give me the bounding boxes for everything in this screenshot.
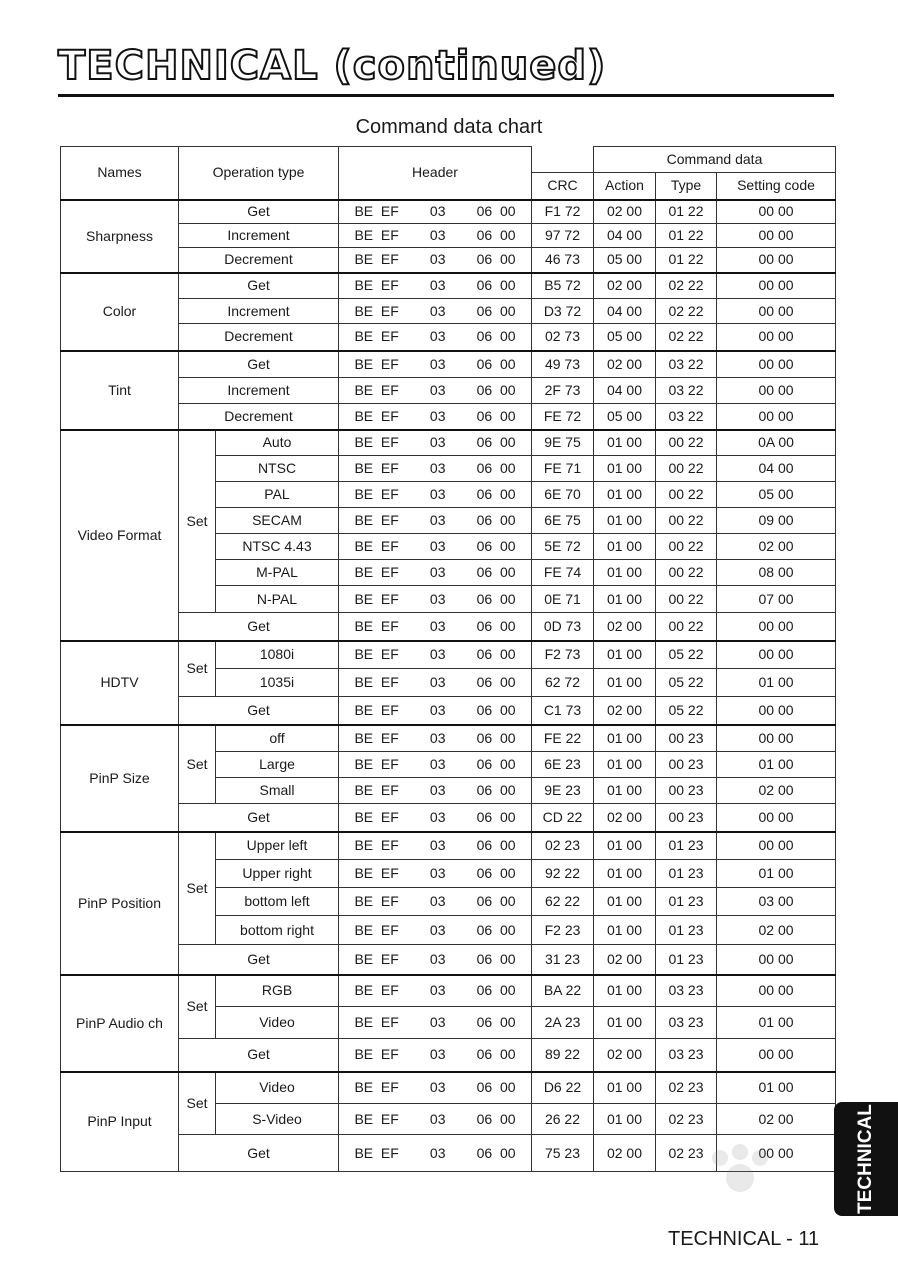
action-value: 05 00 [594,248,656,273]
action-value: 05 00 [594,404,656,430]
type-value: 00 23 [656,725,717,752]
table-row [61,1072,836,1104]
action-value: 02 00 [594,697,656,725]
crc-value: 9E 75 [532,430,594,456]
setting-code-value: 02 00 [717,916,836,945]
setting-code-value: 00 00 [717,273,836,299]
crc-value: F2 73 [532,641,594,669]
type-value: 00 22 [656,430,717,456]
setting-code-value: 00 00 [717,613,836,641]
crc-value: 6E 23 [532,752,594,778]
header-bytes: BE EF 03 06 00 [339,351,532,378]
table-row [61,832,836,860]
header-bytes: BE EF 03 06 00 [339,534,532,560]
operation-type: Video [216,1072,339,1104]
operation-type: Decrement [179,324,339,351]
operation-type: Get [179,697,339,725]
crc-value: 31 23 [532,945,594,975]
operation-type: Get [179,200,339,224]
setting-code-value: 00 00 [717,351,836,378]
action-value: 02 00 [594,1039,656,1072]
type-value: 03 22 [656,351,717,378]
type-value: 02 22 [656,324,717,351]
setting-code-value: 09 00 [717,508,836,534]
action-value: 01 00 [594,832,656,860]
type-value: 00 23 [656,804,717,832]
type-value: 00 22 [656,534,717,560]
header-bytes: BE EF 03 06 00 [339,1104,532,1135]
command-group [61,430,836,641]
operation-type: Increment [179,224,339,248]
setting-code-value: 01 00 [717,860,836,888]
type-value: 02 22 [656,299,717,324]
operation-type: Get [179,613,339,641]
type-value: 00 23 [656,752,717,778]
header-bytes: BE EF 03 06 00 [339,669,532,697]
operation-set-label: Set [179,832,216,945]
header-bytes: BE EF 03 06 00 [339,273,532,299]
action-value: 01 00 [594,1072,656,1104]
action-value: 01 00 [594,641,656,669]
action-value: 01 00 [594,534,656,560]
action-value: 04 00 [594,299,656,324]
action-value: 01 00 [594,586,656,613]
table-row [61,200,836,224]
action-value: 01 00 [594,916,656,945]
operation-type: Decrement [179,404,339,430]
type-value: 03 22 [656,404,717,430]
crc-value: F1 72 [532,200,594,224]
type-value: 00 22 [656,456,717,482]
operation-type: Auto [216,430,339,456]
crc-value: 26 22 [532,1104,594,1135]
setting-code-value: 00 00 [717,248,836,273]
header-bytes: BE EF 03 06 00 [339,1072,532,1104]
table-row [61,641,836,669]
type-value: 03 23 [656,1007,717,1039]
setting-code-value: 00 00 [717,1135,836,1172]
col-header-blank [532,147,594,173]
col-header-crc: CRC [532,173,594,200]
header-bytes: BE EF 03 06 00 [339,586,532,613]
setting-code-value: 00 00 [717,975,836,1007]
action-value: 01 00 [594,1104,656,1135]
operation-type: N-PAL [216,586,339,613]
header-bytes: BE EF 03 06 00 [339,404,532,430]
command-group [61,641,836,725]
action-value: 01 00 [594,456,656,482]
crc-value: F2 23 [532,916,594,945]
command-name: Tint [61,351,179,430]
operation-type: 1080i [216,641,339,669]
operation-type: Get [179,945,339,975]
header-bytes: BE EF 03 06 00 [339,804,532,832]
setting-code-value: 00 00 [717,1039,836,1072]
operation-type: SECAM [216,508,339,534]
header-bytes: BE EF 03 06 00 [339,975,532,1007]
action-value: 01 00 [594,752,656,778]
operation-type: Decrement [179,248,339,273]
crc-value: 49 73 [532,351,594,378]
operation-type: Large [216,752,339,778]
chart-title: Command data chart [355,116,543,138]
type-value: 01 23 [656,832,717,860]
table-row [61,273,836,299]
crc-value: B5 72 [532,273,594,299]
command-name: Video Format [61,430,179,641]
crc-value: FE 74 [532,560,594,586]
crc-value: FE 71 [532,456,594,482]
crc-value: FE 22 [532,725,594,752]
header-bytes: BE EF 03 06 00 [339,1135,532,1172]
operation-type: PAL [216,482,339,508]
operation-type: Upper left [216,832,339,860]
header-bytes: BE EF 03 06 00 [339,430,532,456]
action-value: 04 00 [594,224,656,248]
page-title: TECHNICAL (continued) [58,43,607,89]
crc-value: CD 22 [532,804,594,832]
type-value: 02 23 [656,1072,717,1104]
operation-type: bottom left [216,888,339,916]
operation-type: Get [179,273,339,299]
header-bytes: BE EF 03 06 00 [339,1007,532,1039]
operation-type: Small [216,778,339,804]
setting-code-value: 01 00 [717,1072,836,1104]
crc-value: D3 72 [532,299,594,324]
operation-type: 1035i [216,669,339,697]
header-bytes: BE EF 03 06 00 [339,641,532,669]
crc-value: 62 72 [532,669,594,697]
setting-code-value: 00 00 [717,945,836,975]
table-header [61,147,836,200]
operation-type: Get [179,1135,339,1172]
action-value: 02 00 [594,200,656,224]
header-bytes: BE EF 03 06 00 [339,299,532,324]
setting-code-value: 04 00 [717,456,836,482]
action-value: 01 00 [594,508,656,534]
header-bytes: BE EF 03 06 00 [339,482,532,508]
type-value: 01 23 [656,888,717,916]
action-value: 01 00 [594,975,656,1007]
command-name: PinP Audio ch [61,975,179,1072]
page-footer: TECHNICAL - 11 [668,1228,820,1250]
crc-value: C1 73 [532,697,594,725]
type-value: 02 23 [656,1104,717,1135]
header-bytes: BE EF 03 06 00 [339,324,532,351]
command-name: PinP Input [61,1072,179,1172]
command-group [61,832,836,975]
header-bytes: BE EF 03 06 00 [339,778,532,804]
crc-value: 92 22 [532,860,594,888]
type-value: 01 22 [656,248,717,273]
header-bytes: BE EF 03 06 00 [339,224,532,248]
action-value: 05 00 [594,324,656,351]
action-value: 02 00 [594,613,656,641]
action-value: 01 00 [594,1007,656,1039]
crc-value: 02 23 [532,832,594,860]
command-group [61,975,836,1072]
setting-code-value: 00 00 [717,200,836,224]
type-value: 03 23 [656,1039,717,1072]
setting-code-value: 00 00 [717,404,836,430]
setting-code-value: 00 00 [717,324,836,351]
operation-type: Increment [179,378,339,404]
header-bytes: BE EF 03 06 00 [339,752,532,778]
setting-code-value: 05 00 [717,482,836,508]
crc-value: 0E 71 [532,586,594,613]
table-row [61,430,836,456]
operation-type: M-PAL [216,560,339,586]
type-value: 00 23 [656,778,717,804]
operation-type: Increment [179,299,339,324]
setting-code-value: 02 00 [717,534,836,560]
crc-value: 97 72 [532,224,594,248]
action-value: 02 00 [594,273,656,299]
setting-code-value: 00 00 [717,641,836,669]
command-data-table [60,146,836,1172]
setting-code-value: 0A 00 [717,430,836,456]
crc-value: 02 73 [532,324,594,351]
header-bytes: BE EF 03 06 00 [339,697,532,725]
action-value: 01 00 [594,560,656,586]
crc-value: 89 22 [532,1039,594,1072]
col-header-type: Type [656,173,717,200]
type-value: 05 22 [656,697,717,725]
command-group [61,351,836,430]
header-bytes: BE EF 03 06 00 [339,945,532,975]
crc-value: D6 22 [532,1072,594,1104]
setting-code-value: 02 00 [717,1104,836,1135]
type-value: 00 22 [656,586,717,613]
operation-type: Get [179,351,339,378]
crc-value: 46 73 [532,248,594,273]
action-value: 02 00 [594,804,656,832]
action-value: 02 00 [594,351,656,378]
operation-type: bottom right [216,916,339,945]
operation-type: NTSC 4.43 [216,534,339,560]
setting-code-value: 01 00 [717,1007,836,1039]
type-value: 03 23 [656,975,717,1007]
type-value: 00 22 [656,508,717,534]
header-bytes: BE EF 03 06 00 [339,916,532,945]
col-header-operation-type: Operation type [179,147,339,200]
setting-code-value: 08 00 [717,560,836,586]
header-bytes: BE EF 03 06 00 [339,860,532,888]
operation-type: Get [179,1039,339,1072]
col-header-setting-code: Setting code [717,173,836,200]
setting-code-value: 03 00 [717,888,836,916]
crc-value: FE 72 [532,404,594,430]
action-value: 04 00 [594,378,656,404]
action-value: 01 00 [594,430,656,456]
crc-value: 0D 73 [532,613,594,641]
type-value: 00 22 [656,482,717,508]
action-value: 01 00 [594,778,656,804]
header-bytes: BE EF 03 06 00 [339,378,532,404]
crc-value: 75 23 [532,1135,594,1172]
type-value: 00 22 [656,560,717,586]
action-value: 02 00 [594,945,656,975]
command-group [61,200,836,273]
action-value: 01 00 [594,888,656,916]
type-value: 01 23 [656,860,717,888]
crc-value: BA 22 [532,975,594,1007]
operation-set-label: Set [179,975,216,1039]
setting-code-value: 00 00 [717,378,836,404]
header-bytes: BE EF 03 06 00 [339,560,532,586]
crc-value: 6E 75 [532,508,594,534]
col-header-header: Header [339,147,532,200]
operation-type: Video [216,1007,339,1039]
table-row [61,975,836,1007]
crc-value: 5E 72 [532,534,594,560]
setting-code-value: 00 00 [717,299,836,324]
operation-set-label: Set [179,641,216,697]
header-bytes: BE EF 03 06 00 [339,888,532,916]
header-bytes: BE EF 03 06 00 [339,248,532,273]
crc-value: 9E 23 [532,778,594,804]
operation-type: S-Video [216,1104,339,1135]
operation-type: RGB [216,975,339,1007]
action-value: 01 00 [594,669,656,697]
crc-value: 62 22 [532,888,594,916]
type-value: 05 22 [656,669,717,697]
col-header-names: Names [61,147,179,200]
header-bytes: BE EF 03 06 00 [339,832,532,860]
operation-set-label: Set [179,1072,216,1135]
type-value: 01 23 [656,945,717,975]
command-name: HDTV [61,641,179,725]
header-bytes: BE EF 03 06 00 [339,456,532,482]
operation-set-label: Set [179,725,216,804]
crc-value: 2A 23 [532,1007,594,1039]
action-value: 02 00 [594,1135,656,1172]
setting-code-value: 00 00 [717,224,836,248]
table-row [61,725,836,752]
setting-code-value: 07 00 [717,586,836,613]
crc-value: 2F 73 [532,378,594,404]
setting-code-value: 01 00 [717,669,836,697]
type-value: 00 22 [656,613,717,641]
setting-code-value: 00 00 [717,725,836,752]
command-name: Sharpness [61,200,179,273]
command-group [61,725,836,832]
action-value: 01 00 [594,860,656,888]
action-value: 01 00 [594,725,656,752]
type-value: 01 23 [656,916,717,945]
operation-type: off [216,725,339,752]
header-bytes: BE EF 03 06 00 [339,508,532,534]
baidu-watermark [640,1140,840,1240]
header-bytes: BE EF 03 06 00 [339,613,532,641]
crc-value: 6E 70 [532,482,594,508]
operation-type: NTSC [216,456,339,482]
type-value: 01 22 [656,200,717,224]
type-value: 01 22 [656,224,717,248]
side-tab-label: TECHNICAL [855,1104,876,1214]
operation-set-label: Set [179,430,216,613]
header-bytes: BE EF 03 06 00 [339,200,532,224]
type-value: 03 22 [656,378,717,404]
setting-code-value: 00 00 [717,832,836,860]
action-value: 01 00 [594,482,656,508]
operation-type: Upper right [216,860,339,888]
command-name: PinP Position [61,832,179,975]
header-bytes: BE EF 03 06 00 [339,1039,532,1072]
setting-code-value: 01 00 [717,752,836,778]
command-group [61,273,836,351]
command-name: Color [61,273,179,351]
side-tab [834,1102,898,1216]
setting-code-value: 02 00 [717,778,836,804]
setting-code-value: 00 00 [717,804,836,832]
title-rule [58,94,834,97]
col-header-command-data: Command data [594,147,836,173]
setting-code-value: 00 00 [717,697,836,725]
operation-type: Get [179,804,339,832]
col-header-action: Action [594,173,656,200]
type-value: 02 22 [656,273,717,299]
table-row [61,351,836,378]
command-name: PinP Size [61,725,179,832]
header-bytes: BE EF 03 06 00 [339,725,532,752]
type-value: 02 23 [656,1135,717,1172]
type-value: 05 22 [656,641,717,669]
